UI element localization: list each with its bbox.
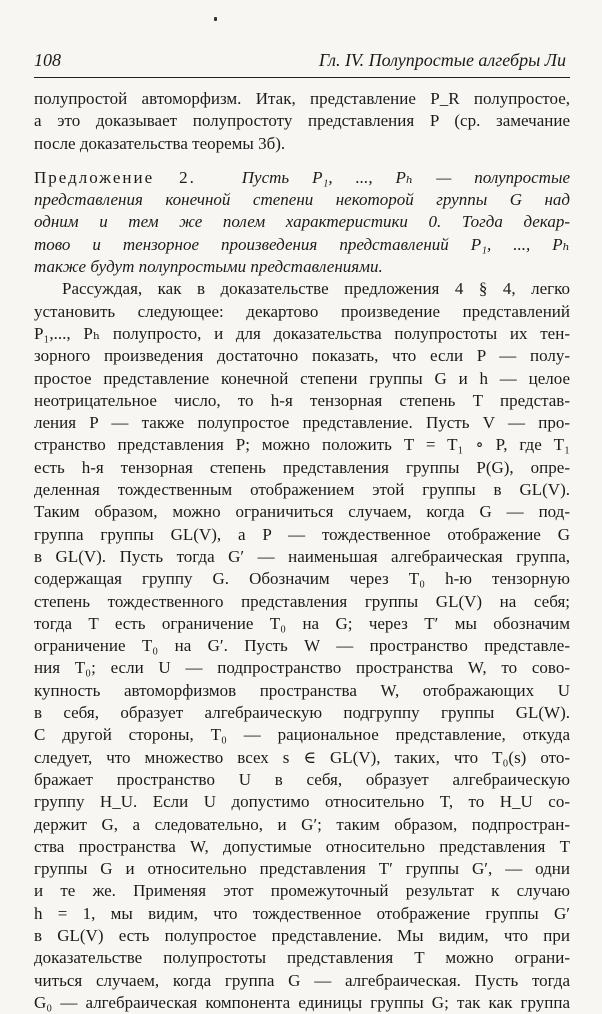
text-line: купность автоморфизмов пространства W, отображающих U [34,680,570,700]
running-head: Гл. IV. Полупростые алгебры Ли [318,50,566,70]
page-header [34,50,570,78]
text-line: простое представление конечной степени группы G и h — целое [34,368,570,388]
proposition-first-line [34,167,570,189]
proposition-label: Предложение 2. [34,167,196,187]
text-line: а это доказывает полупростоту представления P (ср. замечание [34,111,570,131]
text-line: группа группы GL(V), а P — тождественное отображение G [34,524,570,544]
text-line: после доказательства теоремы 3б). [34,133,286,153]
text-line: в себя, образует алгебраическую подгруппу группы GL(W). [34,703,570,723]
text-line: держит G, а следовательно, и G′; таким образом, подпростран- [34,814,570,834]
proposition-2 [34,167,570,278]
text-line: деленная тождественным отображением этой группы в GL(V). [34,480,570,500]
text-line: установить следующее: декартово произведение представлений [34,301,570,321]
text-line: Рассуждая, как в доказательстве предложения 4 § 4, легко [62,279,570,299]
text-line: тогда T есть ограничение T₀ на G; через T′ мы обозначим [34,613,570,633]
paragraph-continuation [34,88,570,155]
text-line: ния T₀; если U — подпространство пространства W, то сово- [34,658,570,678]
text-line: читься случаем, когда группа G — алгебраическая. Пусть тогда [34,970,570,990]
proposition-line: тово и тензорное произведения представлений P₁, ..., Pₕ [34,234,570,254]
text-line: группу H_U. Если U допустимо относительно T, то H_U со- [34,792,570,812]
proposition-text: Пусть P₁, ..., Pₕ — полупростые [241,167,570,187]
text-line: в GL(V). Пусть тогда G′ — наименьшая алгебраическая группа, [34,546,570,566]
text-line: неотрицательное число, то h-я тензорная степень T представ- [34,390,570,410]
text-line: есть h-я тензорная степень представления группы P(G), опре- [34,457,570,477]
text-line: странство представления P; можно положить T = T₁ ∘ P, где T₁ [34,435,570,455]
text-line: в GL(V) есть полупростое представление. Мы видим, что при [34,925,570,945]
text-line: группы G и относительно представления T′ группы G′, — одни [34,859,570,879]
text-line: степень тождественного представления группы GL(V) на себя; [34,591,570,611]
proof-paragraph [34,278,570,1014]
text-line: зорного произведения достаточно показать, что если P — полу- [34,346,570,366]
text-line: бражает пространство U в себя, образует алгебраическую [34,769,570,789]
text-line: С другой стороны, T₀ — рациональное представление, откуда [34,725,570,745]
page-number: 108 [34,50,61,70]
text-line: доказательстве полупростоты представления T можно ограни- [34,948,570,968]
text-line: и те же. Применяя этот промежуточный результат к случаю [34,881,570,901]
text-line: h = 1, мы видим, что тождественное отображение группы G′ [34,903,570,923]
print-speck [214,17,217,21]
proposition-line: одним и тем же полем характеристики 0. Тогда декар- [34,212,570,232]
text-line: G₀ — алгебраическая компонента единицы группы G; так как группа [34,992,570,1012]
text-line: ства пространства W, допустимые относительно представления T [34,836,570,856]
proposition-line: представления конечной степени некоторой группы G над [34,190,570,210]
proposition-line: также будут полупростыми представлениями. [34,257,383,277]
text-line: содержащая группу G. Обозначим через T₀ h-ю тензорную [34,569,570,589]
text-line: ограничение T₀ на G′. Пусть W — пространство представле- [34,636,570,656]
text-line: ления P — также полупростое представление. Пусть V — про- [34,413,570,433]
text-line: следует, что множество всех s ∈ GL(V), таких, что T₀(s) ото- [34,747,570,767]
text-line: полупростой автоморфизм. Итак, представление P_R полупростое, [34,89,570,108]
body-text [34,88,570,1014]
book-page [34,50,570,1014]
text-line: Таким образом, можно ограничиться случаем, когда G — под- [34,502,570,522]
text-line: P₁,..., Pₕ полупросто, и для доказательства полупростоты их тен- [34,323,570,343]
